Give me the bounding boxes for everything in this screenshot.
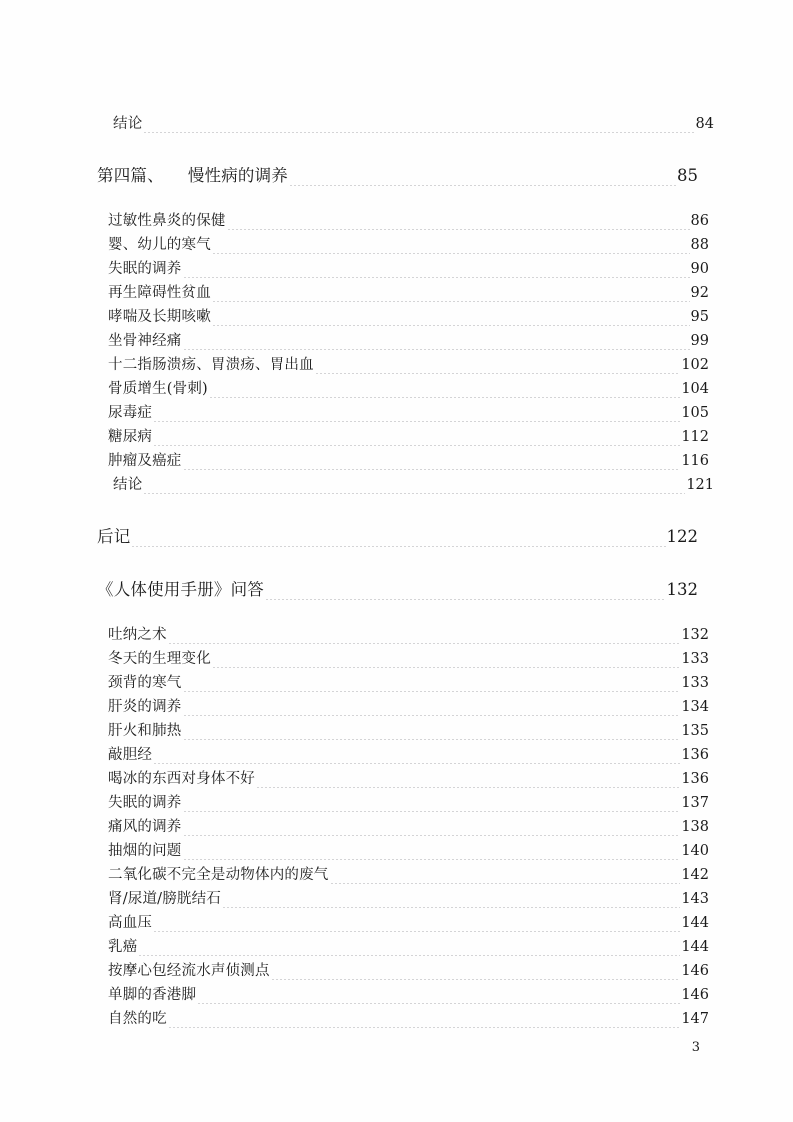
toc-entry-row[interactable] <box>108 257 709 281</box>
toc-entry-row[interactable] <box>108 305 709 329</box>
toc-entry-row[interactable] <box>108 329 709 353</box>
dot-leader <box>183 349 690 350</box>
toc-entry-page-number: 86 <box>690 213 709 229</box>
toc-entry-row[interactable] <box>108 449 709 473</box>
toc-entry-page-number: 85 <box>677 166 698 185</box>
toc-group-gap <box>97 497 698 524</box>
dot-leader <box>222 907 680 908</box>
toc-entry-row[interactable] <box>108 623 709 647</box>
toc-entry-page-number: 88 <box>690 237 709 253</box>
toc-entry-page-number: 142 <box>681 867 709 883</box>
toc-entry-row[interactable] <box>108 719 709 743</box>
dot-leader <box>315 373 681 374</box>
toc-entry-label <box>97 163 288 189</box>
toc-entry-label: 肾/尿道/膀胱结石 <box>108 891 222 907</box>
dot-leader <box>183 715 681 716</box>
toc-entry-label: 骨质增生(骨刺) <box>108 381 208 397</box>
toc-entry-label: 按摩心包经流水声侦测点 <box>108 963 270 979</box>
toc-section-title: 慢性病的调养 <box>187 166 289 185</box>
toc-entry-label: 婴、幼儿的寒气 <box>108 237 211 253</box>
toc-group-gap <box>97 189 698 209</box>
dot-leader <box>289 185 676 186</box>
dot-leader <box>183 811 681 812</box>
table-of-contents <box>97 112 714 1031</box>
toc-entry-page-number: 135 <box>681 723 709 739</box>
toc-entry-label: 痛风的调养 <box>108 819 182 835</box>
toc-entry-row[interactable] <box>108 815 709 839</box>
toc-entry-row[interactable] <box>108 887 709 911</box>
toc-entry-row[interactable] <box>108 839 709 863</box>
toc-entry-label: 肿瘤及癌症 <box>108 453 182 469</box>
toc-entry-page-number: 146 <box>681 987 709 1003</box>
toc-section-row[interactable] <box>97 577 698 603</box>
dot-leader <box>168 643 681 644</box>
toc-entry-page-number: 146 <box>681 963 709 979</box>
dot-leader <box>131 546 665 547</box>
toc-entry-page-number: 136 <box>681 771 709 787</box>
toc-group-gap <box>97 136 698 163</box>
dot-leader <box>168 1027 681 1028</box>
page-number-folio: 3 <box>691 1040 700 1055</box>
toc-entry-row[interactable] <box>113 473 714 497</box>
dot-leader <box>256 787 680 788</box>
toc-entry-label: 结论 <box>113 116 143 132</box>
toc-entry-label: 过敏性鼻炎的保健 <box>108 213 226 229</box>
toc-section-row[interactable] <box>97 524 698 550</box>
toc-entry-page-number: 132 <box>681 627 709 643</box>
toc-entry-label: 抽烟的问题 <box>108 843 182 859</box>
toc-entry-label: 乳癌 <box>108 939 138 955</box>
toc-entry-row[interactable] <box>108 377 709 401</box>
toc-entry-page-number: 92 <box>690 285 709 301</box>
toc-entry-row[interactable] <box>108 935 709 959</box>
toc-entry-label: 《人体使用手册》问答 <box>97 580 264 599</box>
dot-leader <box>212 667 680 668</box>
toc-entry-label: 结论 <box>113 477 143 493</box>
toc-entry-row[interactable] <box>108 791 709 815</box>
dot-leader <box>212 301 690 302</box>
toc-entry-row[interactable] <box>108 281 709 305</box>
dot-leader <box>227 229 690 230</box>
dot-leader <box>183 277 690 278</box>
dot-leader <box>183 469 681 470</box>
dot-leader <box>138 955 680 956</box>
toc-entry-label: 再生障碍性贫血 <box>108 285 211 301</box>
toc-section-prefix: 第四篇、 <box>97 166 164 185</box>
dot-leader <box>183 859 681 860</box>
dot-leader <box>183 691 681 692</box>
toc-entry-page-number: 116 <box>681 453 709 469</box>
toc-entry-label: 坐骨神经痛 <box>108 333 182 349</box>
toc-entry-page-number: 147 <box>681 1011 709 1027</box>
toc-entry-row[interactable] <box>108 983 709 1007</box>
toc-entry-row[interactable] <box>108 695 709 719</box>
toc-entry-label: 自然的吃 <box>108 1011 167 1027</box>
toc-entry-row[interactable] <box>108 353 709 377</box>
toc-entry-label: 喝冰的东西对身体不好 <box>108 771 255 787</box>
toc-entry-page-number: 84 <box>695 116 714 132</box>
toc-entry-page-number: 133 <box>681 651 709 667</box>
toc-entry-page-number: 144 <box>681 915 709 931</box>
toc-entry-page-number: 104 <box>681 381 709 397</box>
toc-entry-page-number: 140 <box>681 843 709 859</box>
toc-entry-page-number: 95 <box>690 309 709 325</box>
toc-entry-label: 吐纳之术 <box>108 627 167 643</box>
toc-entry-row[interactable] <box>108 1007 709 1031</box>
toc-entry-page-number: 132 <box>666 580 698 599</box>
toc-entry-page-number: 144 <box>681 939 709 955</box>
dot-leader <box>212 325 690 326</box>
toc-entry-label: 单脚的香港脚 <box>108 987 197 1003</box>
toc-entry-label: 敲胆经 <box>108 747 153 763</box>
toc-entry-page-number: 136 <box>681 747 709 763</box>
toc-entry-page-number: 105 <box>681 405 709 421</box>
dot-leader <box>212 253 690 254</box>
toc-entry-row[interactable] <box>113 112 714 136</box>
toc-entry-row[interactable] <box>108 911 709 935</box>
toc-entry-label: 二氧化碳不完全是动物体内的废气 <box>108 867 329 883</box>
dot-leader <box>209 397 680 398</box>
dot-leader <box>271 979 681 980</box>
toc-entry-page-number: 99 <box>690 333 709 349</box>
toc-entry-page-number: 102 <box>681 357 709 373</box>
dot-leader <box>153 445 680 446</box>
dot-leader <box>143 493 685 494</box>
dot-leader <box>183 739 681 740</box>
toc-entry-page-number: 143 <box>681 891 709 907</box>
toc-entry-page-number: 133 <box>681 675 709 691</box>
toc-entry-row[interactable] <box>108 863 709 887</box>
dot-leader <box>153 421 680 422</box>
toc-entry-page-number: 90 <box>690 261 709 277</box>
toc-entry-page-number: 122 <box>666 527 698 546</box>
toc-group-gap <box>97 603 698 623</box>
toc-entry-label: 肝炎的调养 <box>108 699 182 715</box>
dot-leader <box>265 599 666 600</box>
toc-entry-label: 糖尿病 <box>108 429 153 445</box>
toc-entry-label: 十二指肠溃疡、胃溃疡、胃出血 <box>108 357 314 373</box>
toc-entry-row[interactable] <box>108 767 709 791</box>
toc-entry-row[interactable] <box>108 209 709 233</box>
toc-entry-label: 冬天的生理变化 <box>108 651 211 667</box>
toc-entry-label: 肝火和肺热 <box>108 723 182 739</box>
dot-leader <box>143 132 694 133</box>
toc-entry-page-number: 138 <box>681 819 709 835</box>
dot-leader <box>183 835 681 836</box>
toc-entry-label: 尿毒症 <box>108 405 153 421</box>
toc-entry-row[interactable] <box>108 233 709 257</box>
toc-entry-row[interactable] <box>108 671 709 695</box>
toc-entry-row[interactable] <box>108 959 709 983</box>
toc-entry-label: 后记 <box>97 527 131 546</box>
toc-entry-label: 颈背的寒气 <box>108 675 182 691</box>
toc-entry-label: 高血压 <box>108 915 153 931</box>
dot-leader <box>153 931 680 932</box>
toc-entry-row[interactable] <box>108 647 709 671</box>
toc-entry-label: 失眠的调养 <box>108 261 182 277</box>
toc-entry-row[interactable] <box>108 425 709 449</box>
toc-entry-row[interactable] <box>108 401 709 425</box>
dot-leader <box>153 763 680 764</box>
toc-entry-row[interactable] <box>108 743 709 767</box>
toc-entry-label: 哮喘及长期咳嗽 <box>108 309 211 325</box>
toc-entry-page-number: 112 <box>681 429 709 445</box>
toc-group-gap <box>97 550 698 577</box>
toc-entry-page-number: 134 <box>681 699 709 715</box>
dot-leader <box>197 1003 680 1004</box>
toc-section-row[interactable] <box>97 163 698 189</box>
toc-entry-page-number: 137 <box>681 795 709 811</box>
toc-entry-page-number: 121 <box>686 477 714 493</box>
toc-entry-label: 失眠的调养 <box>108 795 182 811</box>
dot-leader <box>330 883 681 884</box>
